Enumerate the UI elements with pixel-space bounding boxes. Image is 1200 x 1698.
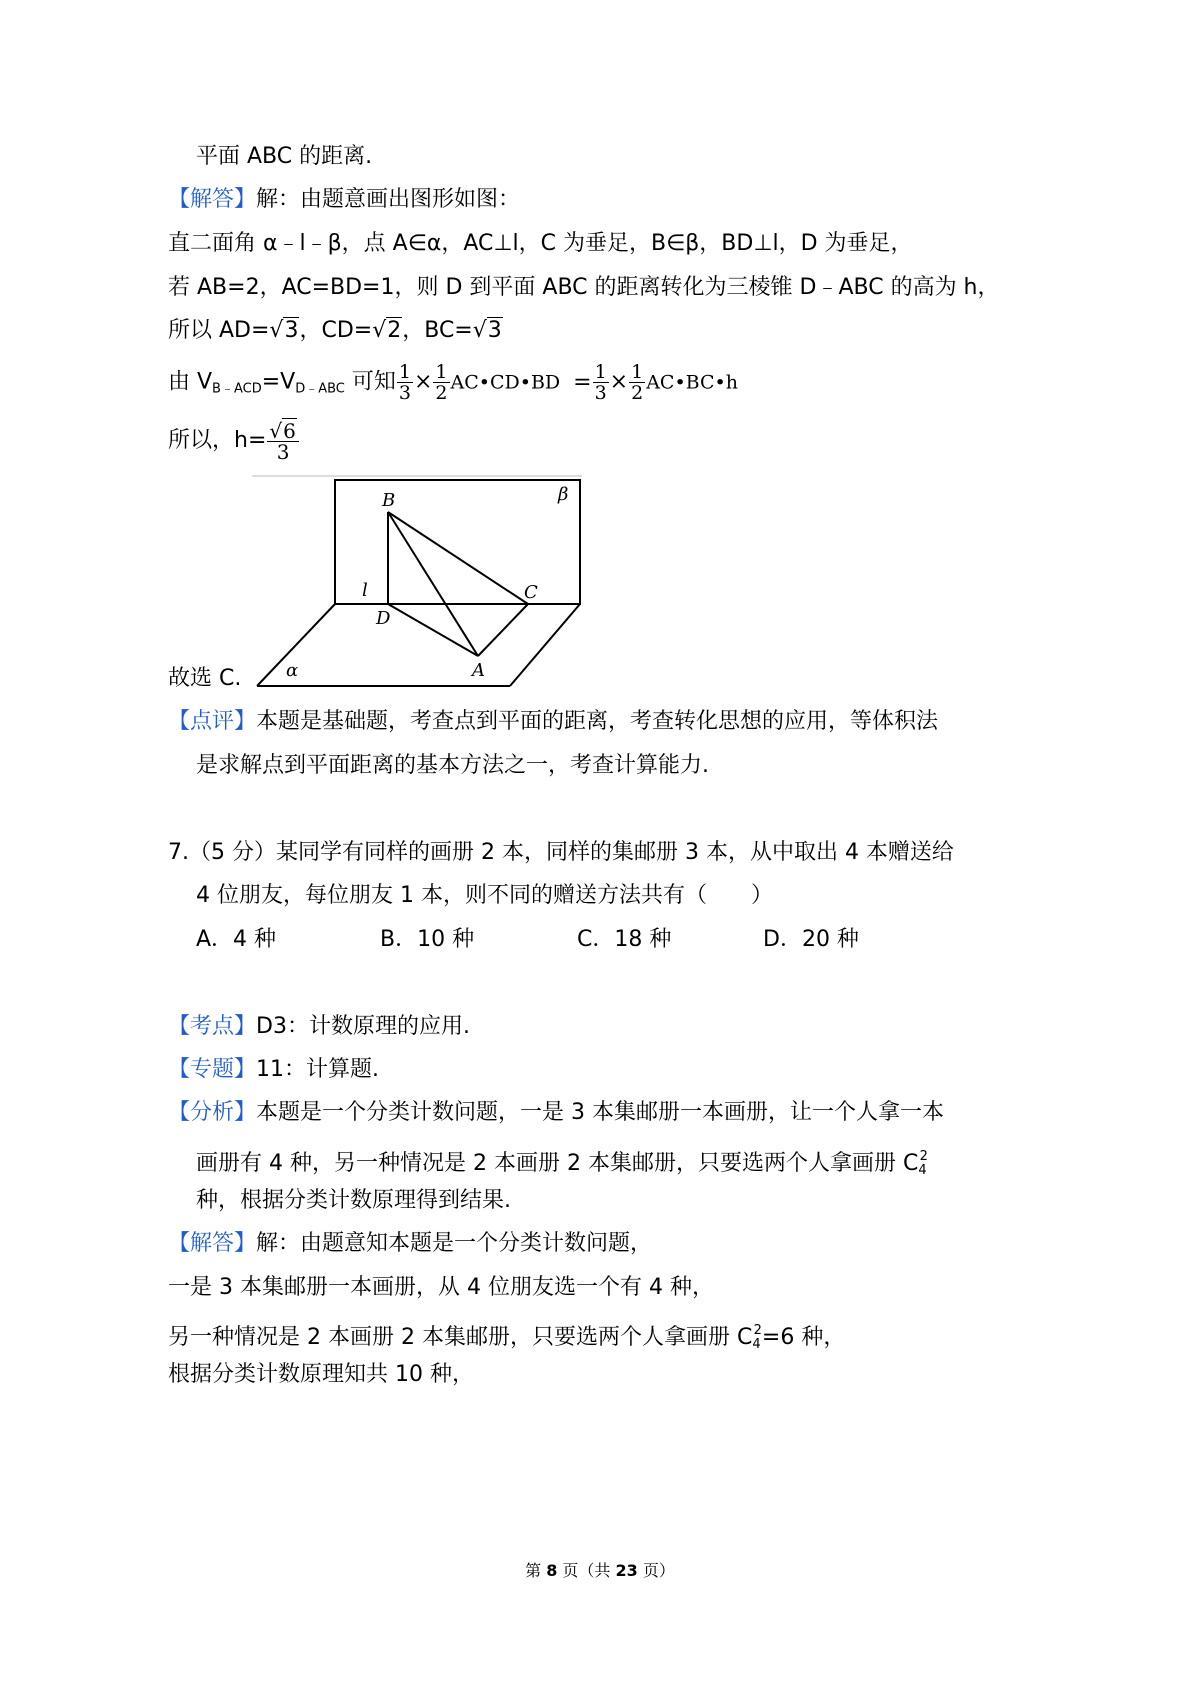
label-alpha: α <box>286 660 299 681</box>
plane-beta <box>335 480 580 604</box>
text: 画册有 4 种，另一种情况是 2 本画册 2 本集邮册，只要选两个人拿画册 C <box>196 1151 919 1176</box>
label-C: C <box>524 582 538 603</box>
text: 所以 AD= <box>168 318 270 343</box>
answer-text: 解：由题意画出图形如图： <box>256 187 521 212</box>
analysis-line <box>168 1098 944 1128</box>
text: 由 V <box>168 369 213 395</box>
comment-text: 本题是基础题，考查点到平面的距离，考查转化思想的应用，等体积法 <box>256 709 939 734</box>
sqrt-expression: √2 <box>372 318 402 343</box>
knowledge-point-text: D3：计数原理的应用. <box>256 1014 470 1039</box>
text-line: 一是 3 本集邮册一本画册，从 4 位朋友选一个有 4 种， <box>168 1275 714 1300</box>
radicand: 3 <box>487 318 502 343</box>
superscript: 2 <box>753 1323 762 1338</box>
label-D: D <box>376 608 391 629</box>
answer-tag: 【解答】 <box>168 1231 257 1256</box>
conclusion-line: 故选 C. <box>168 666 242 691</box>
answer-text: 解：由题意知本题是一个分类计数问题， <box>256 1231 653 1256</box>
subscript: 4 <box>752 1337 761 1352</box>
numerator: 1 <box>398 361 411 383</box>
math-term: AC•BC•h <box>646 371 738 394</box>
segment-DA <box>388 604 478 656</box>
numerator: 1 <box>631 361 644 383</box>
segment-BA <box>388 512 478 656</box>
topic-line <box>168 1055 379 1085</box>
denominator: 3 <box>594 382 607 404</box>
text-line: 根据分类计数原理知共 10 种， <box>168 1362 474 1387</box>
option-d: D．20 种 <box>763 927 859 952</box>
subscript: D﹣ABC <box>295 381 345 397</box>
comment-tag: 【点评】 <box>168 709 257 734</box>
text-line: 若 AB=2，AC=BD=1，则 D 到平面 ABC 的距离转化为三棱锥 D﹣ABC 的高为 h， <box>168 275 1000 300</box>
analysis-line-2 <box>196 1142 928 1186</box>
comment-line <box>168 707 938 737</box>
radicand: 3 <box>284 318 299 343</box>
text-line: 是求解点到平面距离的基本方法之一，考查计算能力. <box>196 753 709 778</box>
option-c: C．18 种 <box>577 927 672 952</box>
text: 可知 <box>344 369 396 395</box>
label-l: l <box>362 580 368 601</box>
subscript: 4 <box>918 1163 927 1178</box>
answer-tag: 【解答】 <box>168 187 257 212</box>
segment-BC <box>388 512 528 604</box>
radicand: 2 <box>387 318 402 343</box>
text: =6 种， <box>761 1325 846 1350</box>
option-a: A．4 种 <box>196 927 277 952</box>
sqrt-expression: √3 <box>472 318 502 343</box>
footer-text: 页） <box>637 1561 675 1580</box>
text-line: 平面 ABC 的距离. <box>196 144 373 169</box>
page-number: 8 <box>546 1561 558 1580</box>
denominator: 2 <box>435 382 448 404</box>
text: =V <box>261 369 296 395</box>
knowledge-point-line <box>168 1012 470 1042</box>
text: 另一种情况是 2 本画册 2 本集邮册，只要选两个人拿画册 C <box>168 1325 753 1350</box>
footer-text: 第 <box>525 1561 547 1580</box>
math-term: AC•CD•BD <box>450 371 561 394</box>
analysis-text: 本题是一个分类计数问题，一是 3 本集邮册一本画册，让一个人拿一本 <box>256 1100 945 1125</box>
equals-sign: = <box>573 369 592 395</box>
answer-line <box>168 1229 652 1259</box>
times-sign: × <box>609 369 629 395</box>
label-B: B <box>382 490 396 511</box>
question-7-stem: 7.（5 分）某同学有同样的画册 2 本，同样的集邮册 3 本，从中取出 4 本赠送给 <box>168 840 954 865</box>
analysis-tag: 【分析】 <box>168 1100 257 1125</box>
radicand: 6 <box>283 418 296 443</box>
text-line <box>168 1316 845 1360</box>
denominator: 3 <box>398 382 411 404</box>
footer-text: 页（共 <box>557 1561 616 1580</box>
text: ，BC= <box>402 318 473 343</box>
superscript: 2 <box>919 1149 928 1164</box>
numerator: 1 <box>594 361 607 383</box>
text-line: 直二面角 α﹣l﹣β，点 A∈α，AC⊥l，C 为垂足，B∈β，BD⊥l，D 为垂足， <box>168 231 913 256</box>
option-b: B．10 种 <box>380 927 475 952</box>
denominator: 2 <box>631 382 644 404</box>
label-A: A <box>472 660 485 681</box>
text: 所以，h= <box>168 428 267 453</box>
knowledge-point-tag: 【考点】 <box>168 1014 257 1039</box>
denominator: 3 <box>276 439 290 464</box>
plane-alpha-right-edge <box>510 604 580 686</box>
times-sign: × <box>413 369 433 395</box>
text: ，CD= <box>299 318 373 343</box>
total-pages: 23 <box>615 1561 638 1580</box>
question-7-stem-cont: 4 位朋友，每位朋友 1 本，则不同的赠送方法共有（ ） <box>196 883 773 908</box>
analysis-line-3: 种，根据分类计数原理得到结果. <box>196 1188 511 1213</box>
topic-tag: 【专题】 <box>168 1057 257 1082</box>
topic-text: 11：计算题. <box>256 1057 380 1082</box>
segment-CA <box>478 604 528 656</box>
sqrt-expression: √3 <box>269 318 299 343</box>
subscript: B﹣ACD <box>212 381 262 397</box>
sqrt-expression: √6 <box>269 418 296 443</box>
label-beta: β <box>558 484 569 505</box>
numerator: 1 <box>435 361 448 383</box>
page-footer <box>0 1558 1200 1581</box>
